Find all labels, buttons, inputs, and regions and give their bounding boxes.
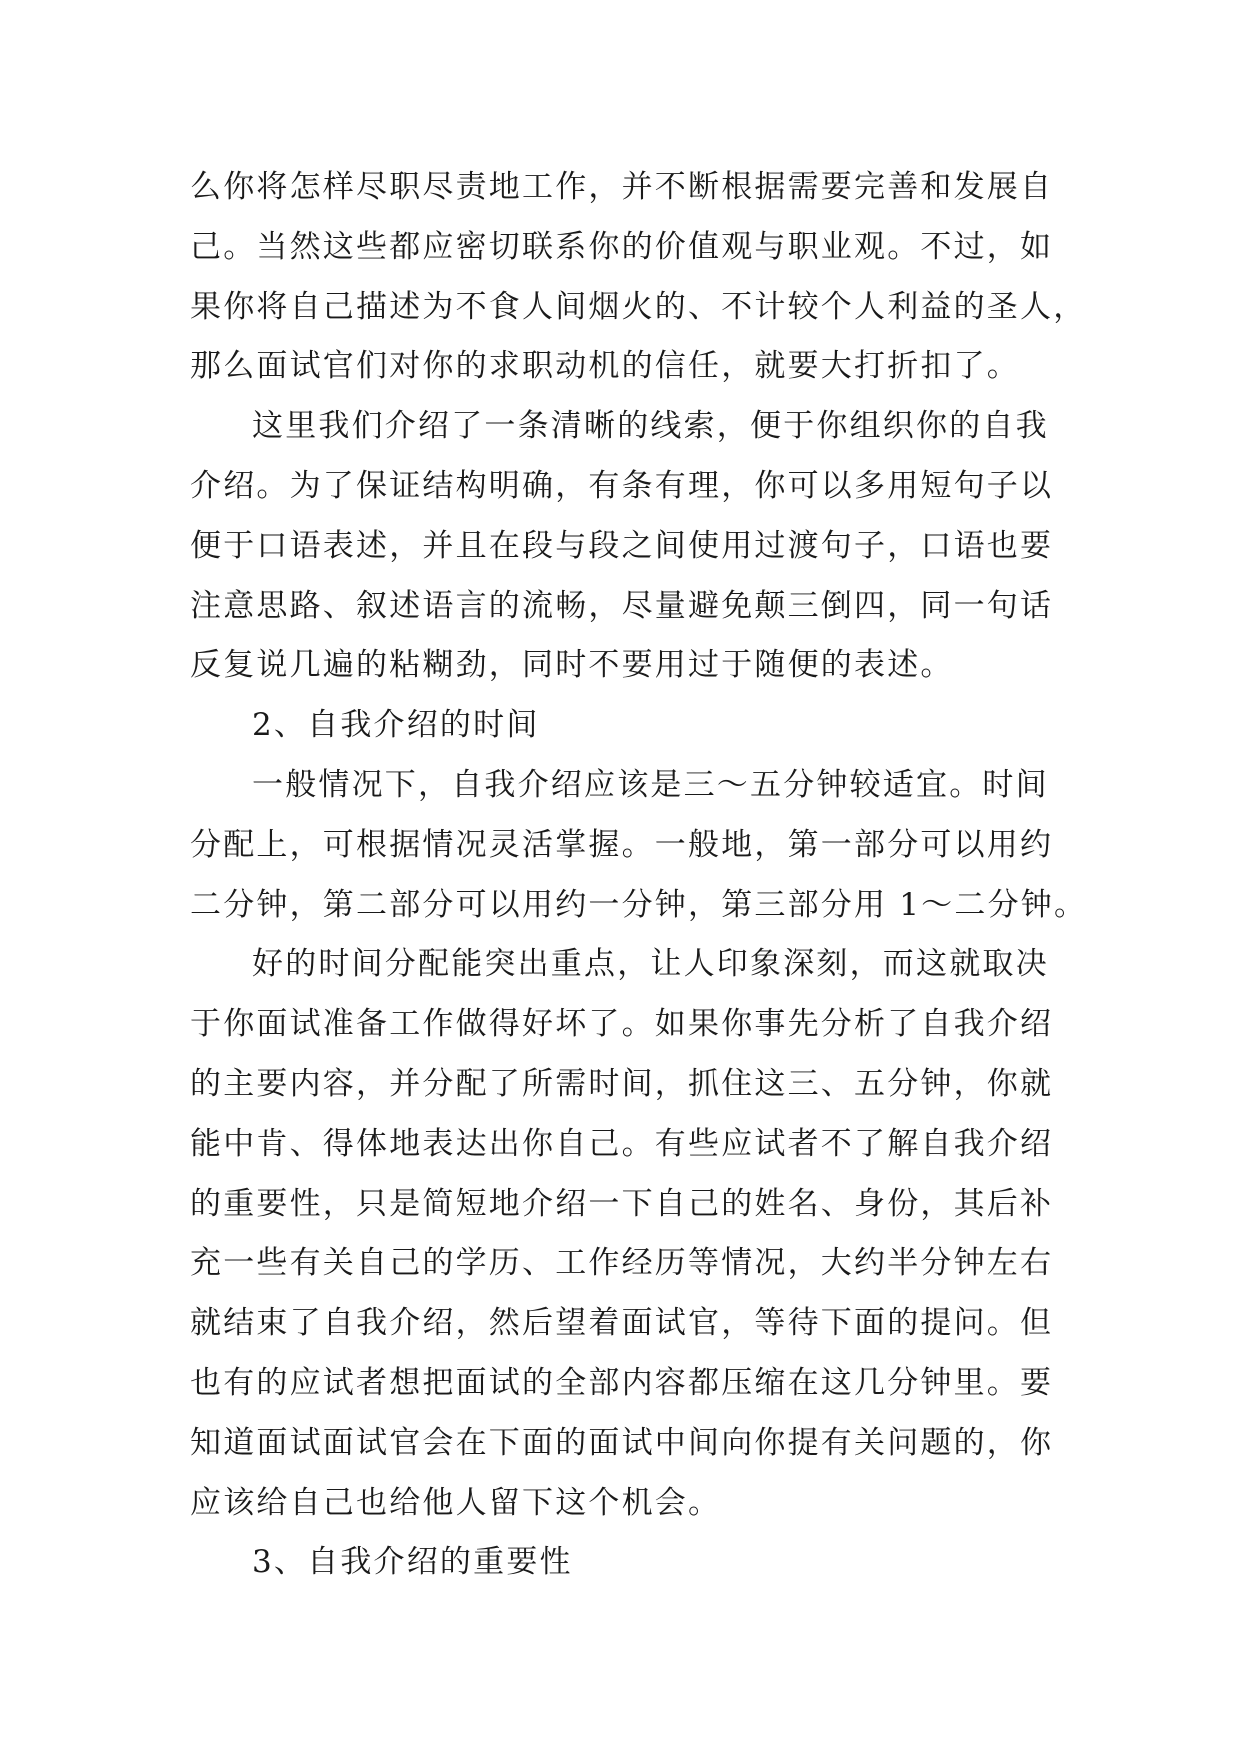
text-line: 的主要内容，并分配了所需时间，抓住这三、五分钟，你就: [190, 1065, 1054, 1102]
text-line: 能中肯、得体地表达出你自己。有些应试者不了解自我介绍: [190, 1125, 1054, 1162]
text-line: 那么面试官们对你的求职动机的信任，就要大打折扣了。: [190, 348, 1020, 385]
text-line: 己。当然这些都应密切联系你的价值观与职业观。不过，如: [190, 228, 1054, 265]
text-line: 二分钟，第二部分可以用约一分钟，第三部分用 1～二分钟。: [190, 886, 1088, 923]
document-body: [190, 158, 1090, 1593]
text-line: 就结束了自我介绍，然后望着面试官，等待下面的提问。但: [190, 1305, 1054, 1342]
text-line: 于你面试准备工作做得好坏了。如果你事先分析了自我介绍: [190, 1006, 1054, 1043]
text-line: 知道面试面试官会在下面的面试中间向你提有关问题的，你: [190, 1424, 1054, 1461]
text-line: 应该给自己也给他人留下这个机会。: [190, 1484, 722, 1521]
text-line: 一般情况下，自我介绍应该是三～五分钟较适宜。时间: [252, 766, 1049, 803]
text-line: 介绍。为了保证结构明确，有条有理，你可以多用短句子以: [190, 467, 1054, 504]
text-line: 3、自我介绍的重要性: [252, 1544, 573, 1581]
text-line: 2、自我介绍的时间: [252, 707, 540, 744]
text-line: 便于口语表述，并且在段与段之间使用过渡句子，口语也要: [190, 527, 1054, 564]
text-line: 果你将自己描述为不食人间烟火的、不计较个人利益的圣人，: [190, 288, 1087, 325]
text-line: 的重要性，只是简短地介绍一下自己的姓名、身份，其后补: [190, 1185, 1054, 1222]
text-line: 分配上，可根据情况灵活掌握。一般地，第一部分可以用约: [190, 826, 1054, 863]
text-line: 反复说几遍的粘糊劲，同时不要用过于随便的表述。: [190, 647, 954, 684]
text-line: 好的时间分配能突出重点，让人印象深刻，而这就取决: [252, 946, 1049, 983]
text-line: 么你将怎样尽职尽责地工作，并不断根据需要完善和发展自: [190, 169, 1054, 205]
text-line: 注意思路、叙述语言的流畅，尽量避免颠三倒四，同一句话: [190, 587, 1054, 624]
text-line: 也有的应试者想把面试的全部内容都压缩在这几分钟里。要: [190, 1364, 1054, 1401]
text-line: 这里我们介绍了一条清晰的线索，便于你组织你的自我: [252, 408, 1049, 445]
text-line: 充一些有关自己的学历、工作经历等情况，大约半分钟左右: [190, 1245, 1054, 1282]
